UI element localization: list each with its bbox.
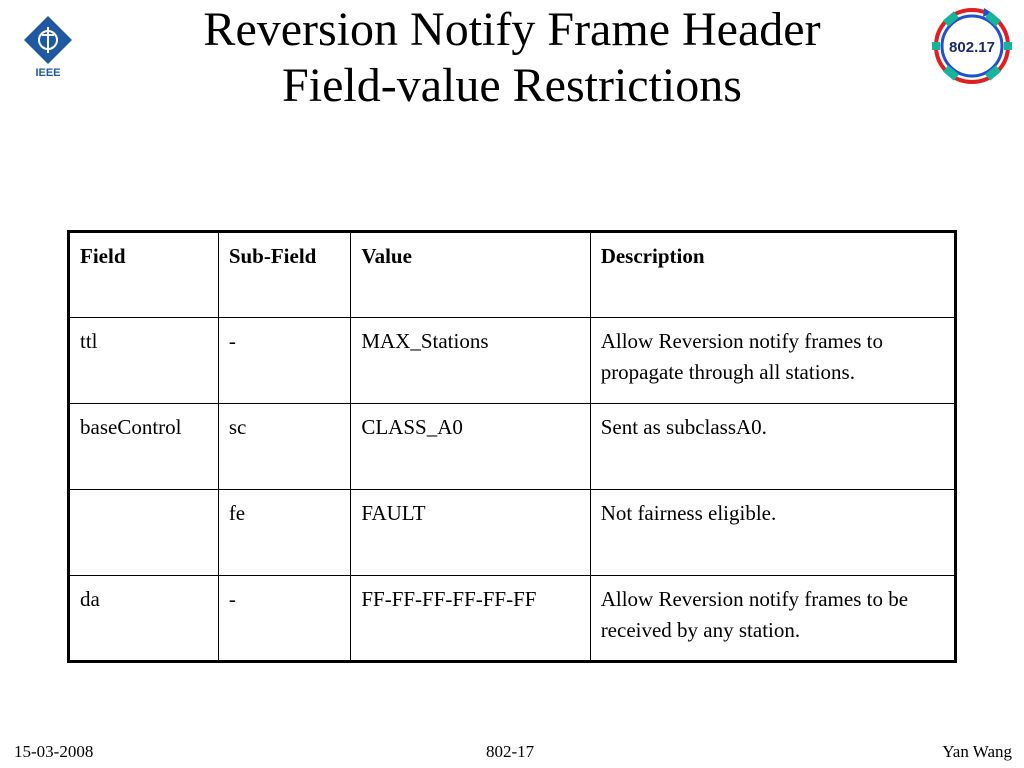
cell-sub-field: - xyxy=(218,576,351,662)
cell-value: CLASS_A0 xyxy=(351,404,590,490)
table-row xyxy=(69,404,956,490)
header-value: Value xyxy=(351,232,590,318)
cell-value: MAX_Stations xyxy=(351,318,590,404)
cell-sub-field: sc xyxy=(218,404,351,490)
table-row xyxy=(69,490,956,576)
cell-sub-field: fe xyxy=(218,490,351,576)
cell-description: Allow Reversion notify frames to be received by any station. xyxy=(590,576,955,662)
header-description: Description xyxy=(590,232,955,318)
ring-logo-text: 802.17 xyxy=(949,39,995,56)
cell-field: ttl xyxy=(69,318,219,404)
title-line-2: Field-value Restrictions xyxy=(282,59,742,112)
table-row xyxy=(69,318,956,404)
header-sub-field: Sub-Field xyxy=(218,232,351,318)
ring-icon xyxy=(926,4,1018,88)
footer-date: 15-03-2008 xyxy=(14,742,94,761)
cell-description: Not fairness eligible. xyxy=(590,490,955,576)
header-field: Field xyxy=(69,232,219,318)
cell-value: FF-FF-FF-FF-FF-FF xyxy=(351,576,590,662)
table-row xyxy=(69,576,956,662)
title-line-1: Reversion Notify Frame Header xyxy=(203,3,821,56)
ieee-diamond-icon xyxy=(20,14,76,78)
cell-description: Sent as subclassA0. xyxy=(590,404,955,490)
cell-field xyxy=(69,490,219,576)
footer-center: 802-17 xyxy=(486,742,535,761)
table-header-row xyxy=(69,232,956,318)
cell-field: baseControl xyxy=(69,404,219,490)
ieee-logo-text: IEEE xyxy=(35,67,61,78)
footer-author: Yan Wang xyxy=(942,742,1012,761)
cell-sub-field: - xyxy=(218,318,351,404)
ieee-logo xyxy=(20,14,76,78)
ring-logo xyxy=(926,4,1018,88)
cell-field: da xyxy=(69,576,219,662)
cell-value: FAULT xyxy=(351,490,590,576)
cell-description: Allow Reversion notify frames to propagate through all stations. xyxy=(590,318,955,404)
slide-title xyxy=(110,2,914,114)
restrictions-table xyxy=(67,230,957,663)
